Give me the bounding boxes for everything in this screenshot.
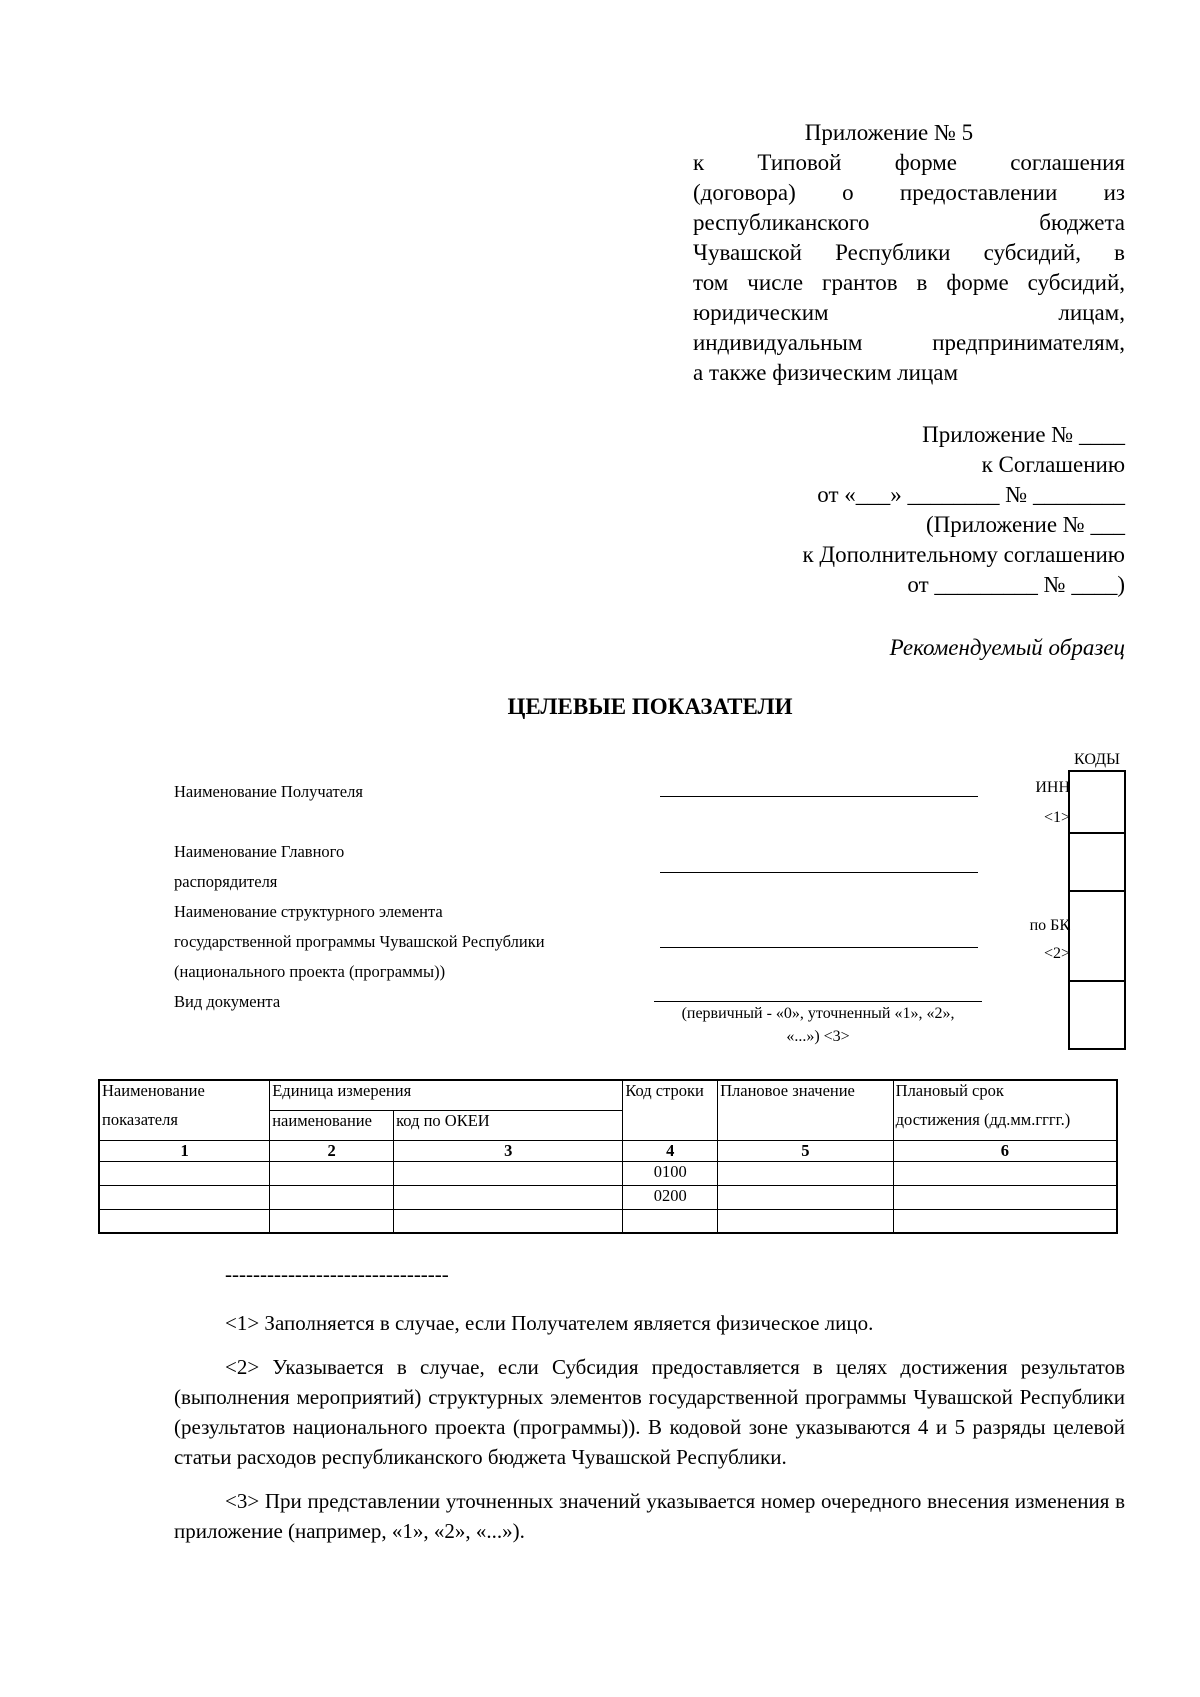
inn-code-cell[interactable]: [1068, 770, 1126, 834]
manager-label-1: Наименование Главного: [174, 842, 345, 861]
table-cell[interactable]: [99, 1209, 270, 1233]
table-row: [99, 1161, 1117, 1185]
header-line: индивидуальным предпринимателям,: [693, 330, 1125, 355]
struct-label-1: Наименование структурного элемента: [174, 902, 443, 921]
document-title: ЦЕЛЕВЫЕ ПОКАЗАТЕЛИ: [507, 694, 793, 719]
table-cell[interactable]: [99, 1185, 270, 1209]
doc-type-underline: [654, 1001, 982, 1002]
header-line: республиканского бюджета: [693, 210, 1125, 235]
col-number: 5: [718, 1140, 894, 1161]
table-cell[interactable]: 0200: [623, 1185, 718, 1209]
header-unit-okei: код по ОКЕИ: [394, 1110, 623, 1140]
header-planned-value-cont: [718, 1110, 894, 1140]
agreement-to-line: к Соглашению: [981, 452, 1125, 477]
header-line: Чувашской Республики субсидий, в: [693, 240, 1125, 265]
header-planned-value: Плановое значение: [718, 1080, 894, 1110]
header-unit-name: наименование: [270, 1110, 394, 1140]
additional-appendix-line: (Приложение № ___: [925, 512, 1125, 537]
table-cell[interactable]: [718, 1185, 894, 1209]
table-cell[interactable]: [394, 1161, 623, 1185]
manager-label-2: распорядителя: [174, 872, 278, 891]
table-cell[interactable]: [270, 1185, 394, 1209]
header-deadline-2: достижения (дд.мм.гггг.): [893, 1110, 1117, 1140]
col-number: 6: [893, 1140, 1117, 1161]
table-cell[interactable]: [623, 1209, 718, 1233]
doc-type-label: Вид документа: [174, 992, 281, 1011]
doc-type-hint-1: (первичный - «0», уточненный «1», «2»,: [681, 1005, 955, 1022]
col-number: 3: [394, 1140, 623, 1161]
additional-agreement-line: к Дополнительному соглашению: [802, 542, 1125, 567]
table-cell[interactable]: [718, 1161, 894, 1185]
inn-label: ИНН: [1035, 779, 1070, 796]
manager-underline: [660, 872, 978, 873]
header-line: юридическим лицам,: [693, 300, 1125, 325]
table-cell[interactable]: [893, 1185, 1117, 1209]
inn-ref: <1>: [1043, 809, 1070, 826]
header-line: (договора) о предоставлении из: [693, 180, 1125, 205]
appendix-header: [693, 118, 1125, 388]
notes-separator: --------------------------------: [225, 1262, 449, 1286]
struct-label-3: (национального проекта (программы)): [174, 962, 446, 981]
table-row: [99, 1209, 1117, 1233]
table-cell[interactable]: [99, 1161, 270, 1185]
header-line: к Типовой форме соглашения: [693, 150, 1125, 175]
footnote-1: <1> Заполняется в случае, если Получателем является физическое лицо.: [225, 1311, 874, 1335]
doc-type-code-cell[interactable]: [1068, 982, 1126, 1050]
target-indicators-table: [98, 1079, 1118, 1234]
footnotes: [174, 1308, 1125, 1546]
table-cell[interactable]: 0100: [623, 1161, 718, 1185]
header-indicator-2: показателя: [99, 1110, 270, 1140]
appendix-title: Приложение № 5: [804, 120, 974, 145]
header-unit: Единица измерения: [270, 1080, 623, 1110]
header-row-code: Код строки: [623, 1080, 718, 1110]
table-cell[interactable]: [394, 1185, 623, 1209]
bk-ref: <2>: [1043, 945, 1070, 962]
table-cell[interactable]: [394, 1209, 623, 1233]
col-number: 2: [270, 1140, 394, 1161]
agreement-appendix-line: Приложение № ____: [922, 422, 1125, 447]
bk-code-cell[interactable]: [1068, 892, 1126, 982]
header-line: а также физическим лицам: [693, 360, 959, 385]
table-cell[interactable]: [718, 1209, 894, 1233]
header-deadline: Плановый срок: [893, 1080, 1117, 1110]
header-indicator: Наименование: [99, 1080, 270, 1110]
struct-label-2: государственной программы Чувашской Республики: [174, 932, 545, 951]
footnote-2: <2> Указывается в случае, если Субсидия предоставляется в целях достижения результатов (выполнения мероприятий) структурных элементов государственной программы Чувашской Республики (результатов национального проекта (программы)). В кодовой зоне указываются 4 и 5 разряды целевой статьи расходов республиканского бюджета Чувашской Республики.: [174, 1355, 1125, 1469]
additional-date-line: от _________ № ____): [907, 572, 1125, 597]
recipient-label: Наименование Получателя: [174, 782, 363, 801]
table-cell[interactable]: [893, 1161, 1117, 1185]
doc-type-hint-2: «...») <3>: [786, 1028, 850, 1045]
table-row: [99, 1185, 1117, 1209]
codes-header: КОДЫ: [1074, 751, 1120, 768]
recipient-underline: [660, 796, 978, 797]
bk-label: по БК: [1029, 917, 1070, 934]
recommended-sample: Рекомендуемый образец: [889, 635, 1125, 660]
struct-underline: [660, 947, 978, 948]
col-number: 4: [623, 1140, 718, 1161]
agreement-reference: [625, 420, 1125, 600]
agreement-date-line: от «___» ________ № ________: [817, 482, 1125, 507]
col-number: 1: [99, 1140, 270, 1161]
table-cell[interactable]: [893, 1209, 1117, 1233]
header-line: том числе грантов в форме субсидий,: [693, 270, 1125, 295]
table-cell[interactable]: [270, 1209, 394, 1233]
table-cell[interactable]: [270, 1161, 394, 1185]
footnote-3: <3> При представлении уточненных значений указывается номер очередного внесения изменения в приложение (например, «1», «2», «...»).: [174, 1489, 1125, 1543]
manager-code-cell[interactable]: [1068, 832, 1126, 892]
header-row-code-cont: [623, 1110, 718, 1140]
